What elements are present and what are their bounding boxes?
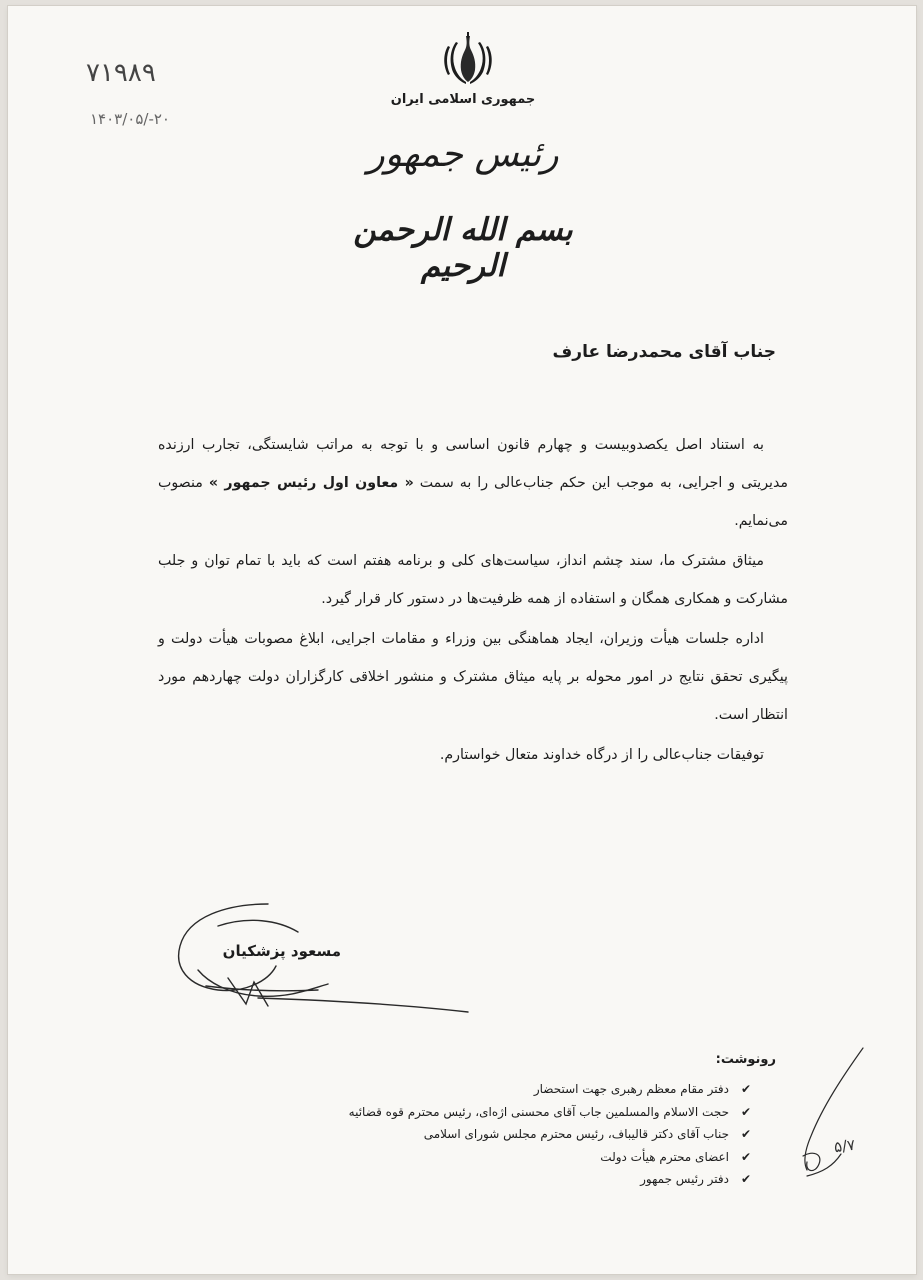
letter-body — [158, 426, 788, 776]
paragraph-2: میثاق مشترک ما، سند چشم انداز، سیاست‌های کلی و برنامه هفتم است که باید با تمام توان و جلب مشارکت و همکاری همگان و استفاده از همه ظرفیت‌ها در دستور کار قرار گیرد. — [158, 553, 788, 607]
cc-title: رونوشت: — [715, 1052, 776, 1067]
cc-item — [349, 1101, 751, 1124]
office-title: رئیس جمهور — [367, 134, 559, 175]
cc-item-text: اعضای محترم هیأت دولت — [600, 1149, 729, 1164]
cc-item-text: دفتر رئیس جمهور — [640, 1172, 729, 1186]
cc-item-text: دفتر مقام معظم رهبری جهت استحضار — [533, 1082, 729, 1096]
paragraph-1 — [158, 426, 788, 540]
check-icon: ✔ — [740, 1149, 751, 1164]
check-icon: ✔ — [740, 1172, 751, 1186]
cc-item — [349, 1078, 751, 1101]
cc-item-text: حجت الاسلام والمسلمین جاب آقای محسنی اژه‌ای، رئیس محترم قوه قضائیه — [348, 1104, 729, 1119]
cc-item — [349, 1168, 751, 1191]
check-icon: ✔ — [740, 1104, 751, 1119]
basmala: بسم الله الرحمن الرحیم — [353, 212, 573, 284]
paragraph-1-part-2: منصوب می‌نمایم. — [158, 475, 788, 529]
cc-item-text: جناب آقای دکتر قالیباف، رئیس محترم مجلس شورای اسلامی — [423, 1127, 729, 1141]
signatory-name: مسعود پزشکیان — [222, 942, 341, 960]
position-title: « معاون اول رئیس جمهور » — [208, 475, 414, 491]
check-icon: ✔ — [740, 1127, 751, 1141]
emblem-icon — [440, 32, 496, 88]
paragraph-4: توفیقات جناب‌عالی را از درگاه خداوند متعال خواستارم. — [439, 747, 764, 763]
cc-item — [349, 1146, 751, 1169]
check-icon: ✔ — [740, 1082, 751, 1096]
handwritten-mark-icon — [793, 1046, 883, 1186]
letter-number: ۷۱۹۸۹ — [86, 58, 156, 88]
letter-page — [8, 6, 916, 1274]
emblem-label: جمهوری اسلامی ایران — [390, 92, 536, 107]
cc-list — [349, 1078, 751, 1191]
paragraph-1-part-1: به استناد اصل یکصدوبیست و چهارم قانون اساسی و با توجه به مراتب شایستگی، تجارب ارزنده مدیریتی و اجرایی، به موجب این حکم جناب‌عالی را به سمت — [158, 437, 789, 491]
paragraph-3: اداره جلسات هیأت وزیران، ایجاد هماهنگی بین وزراء و مقامات اجرایی، ابلاغ مصوبات هیأت دولت و پیگیری تحقق نتایج در امور محوله بر پایه میثاق مشترک و منشور اخلاقی کارگزاران دولت چهاردهم مورد انتظار است. — [158, 631, 788, 723]
letter-date: ۱۴۰۳/۰۵/-۲۰ — [90, 110, 170, 128]
cc-item — [349, 1123, 751, 1146]
handwritten-date: ۵/۷ — [832, 1135, 857, 1157]
salutation: جناب آقای محمدرضا عارف — [552, 342, 776, 362]
